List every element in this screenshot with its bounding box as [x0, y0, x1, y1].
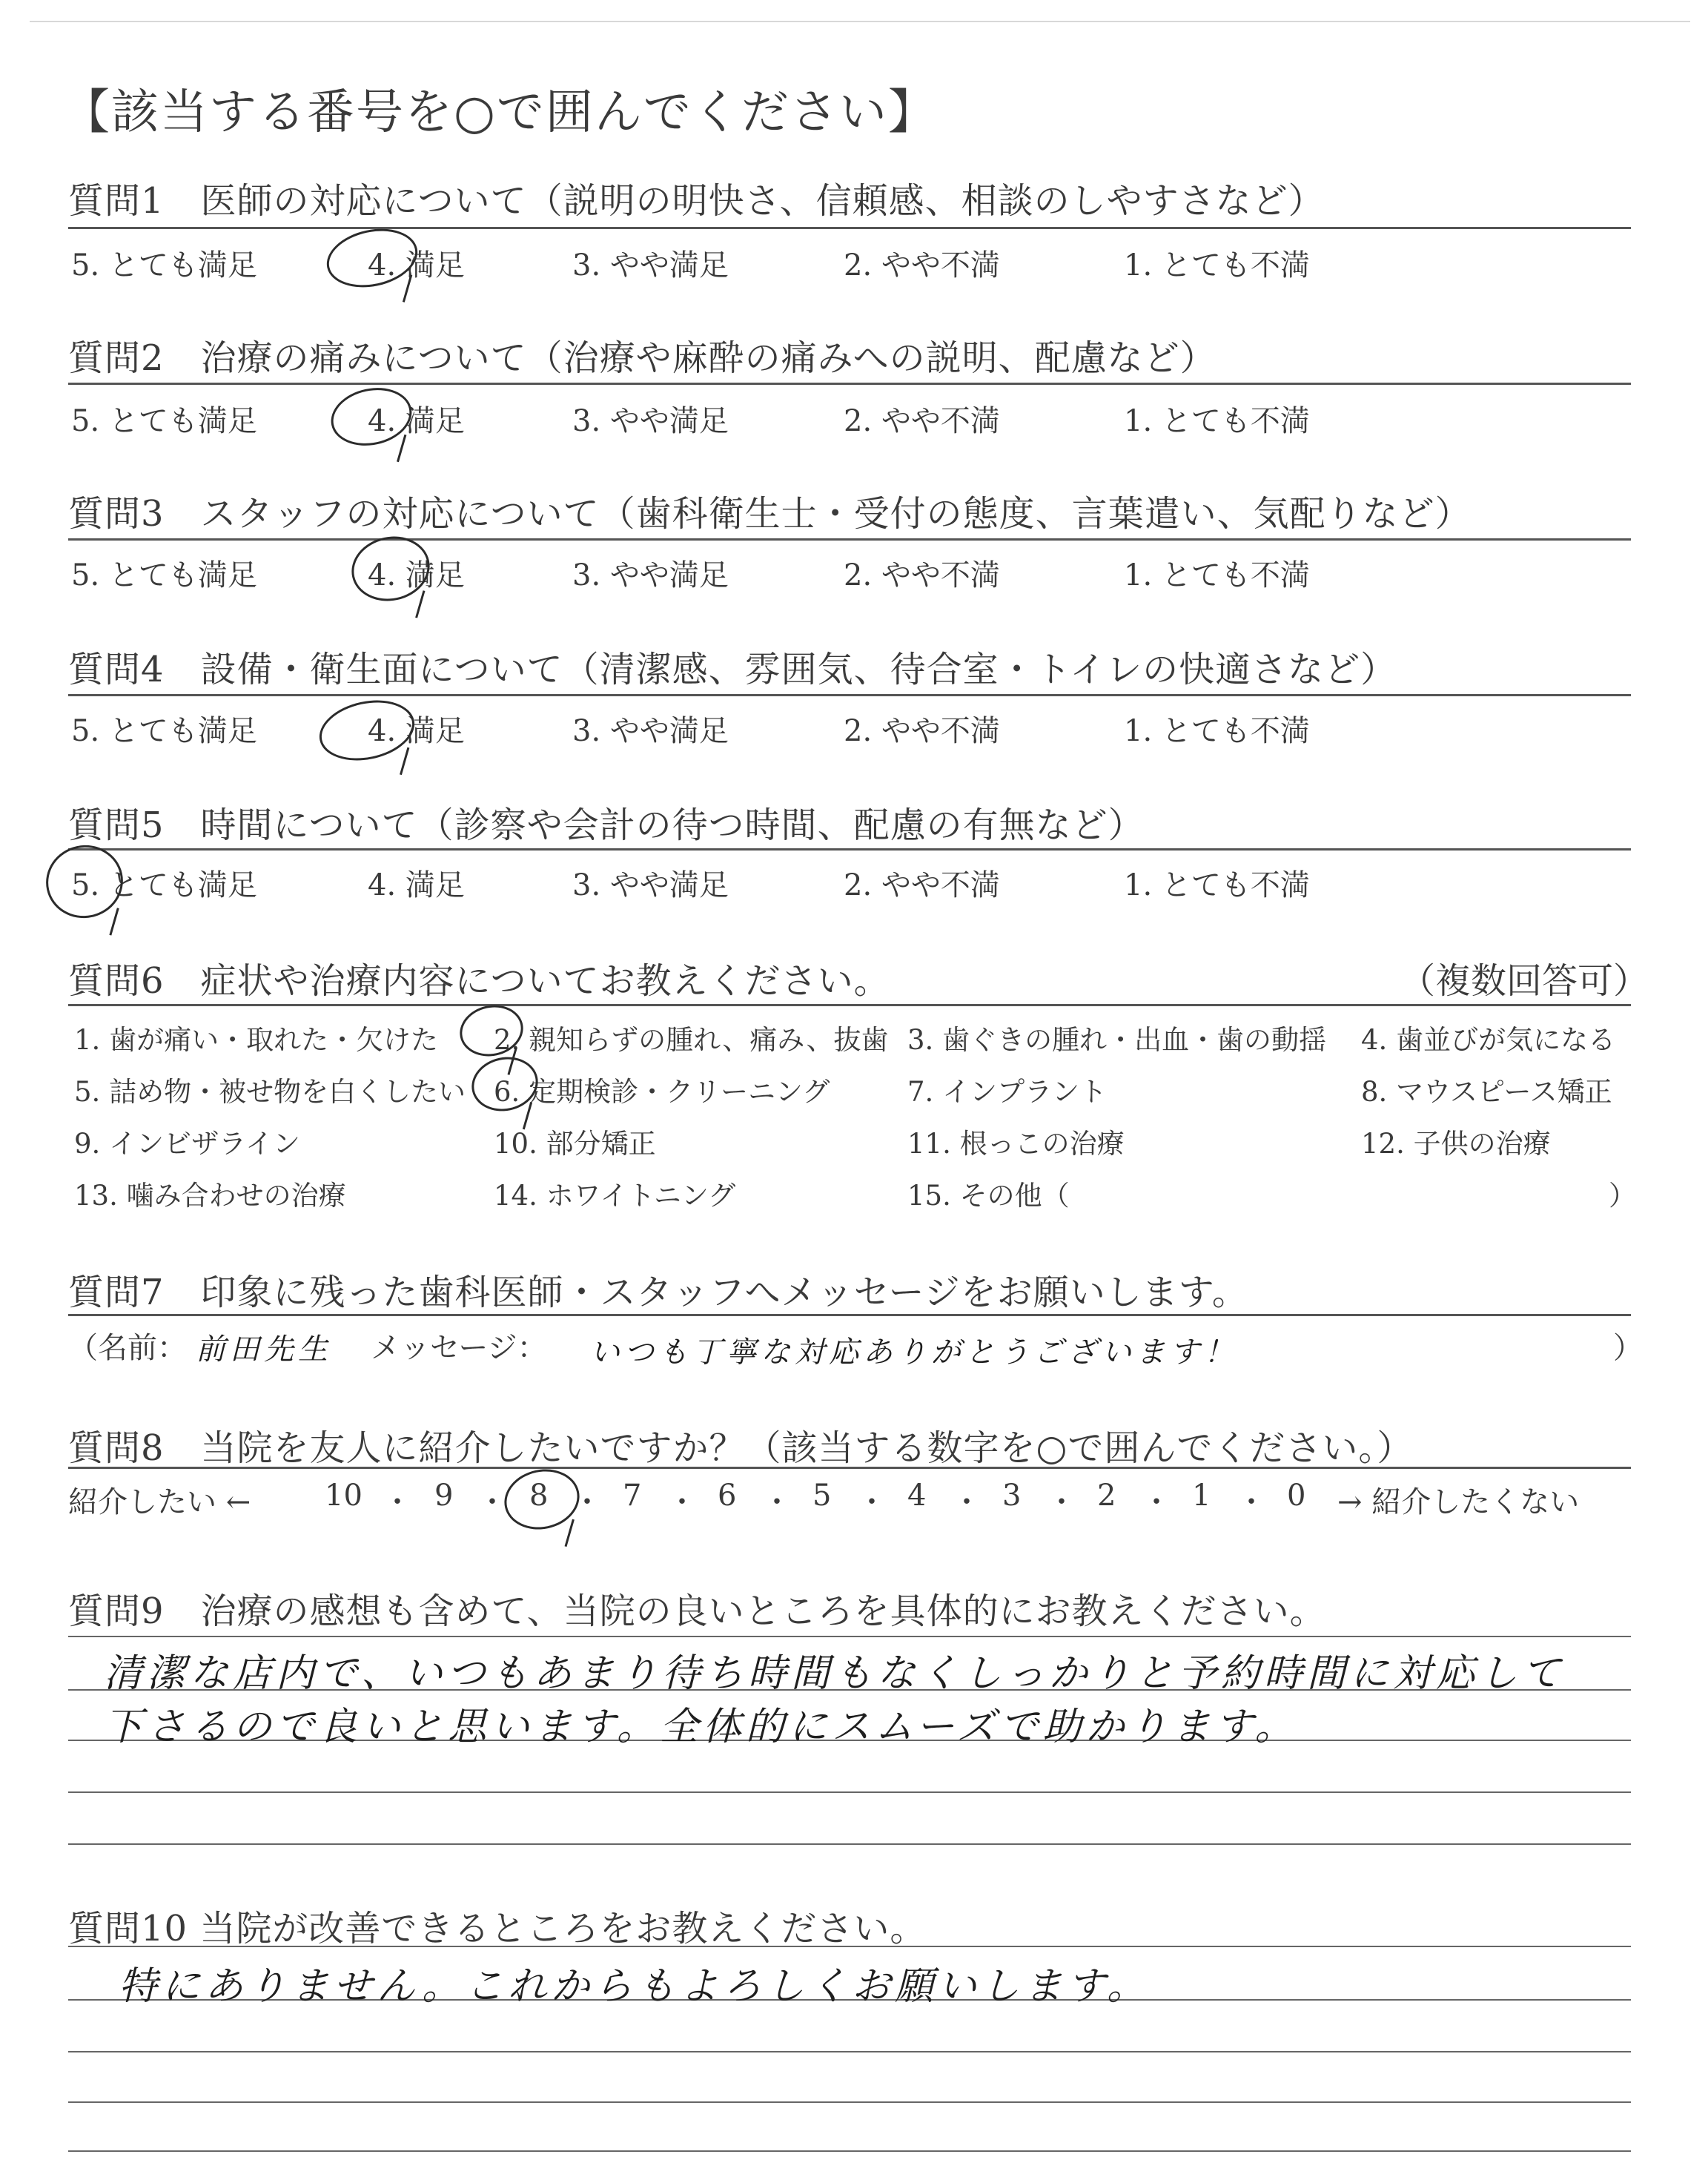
q5-option-4[interactable]: 4. 満足 — [368, 868, 465, 902]
q8-selection-circle — [499, 1462, 585, 1536]
q5-selection-circle — [39, 838, 130, 925]
q7-message-handwritten: いつも丁寧な対応ありがとうございます！ — [590, 1335, 1238, 1370]
q6-item-6[interactable]: 6. 定期検診・クリーニング — [494, 1076, 830, 1108]
q6-item-15-close: ） — [1609, 1180, 1636, 1212]
q8-dot: ・ — [572, 1485, 602, 1519]
q7-message-label: メッセージ： — [371, 1331, 547, 1365]
q2-title: 質問2 治療の痛みについて（治療や麻酔の痛みへの説明、配慮など） — [68, 337, 1217, 379]
q7-title: 質問7 印象に残った歯科医師・スタッフへメッセージをお願いします。 — [68, 1272, 1248, 1313]
q8-value-6[interactable]: 6 — [718, 1479, 737, 1513]
q8-value-4[interactable]: 4 — [907, 1479, 927, 1513]
q2-selection-circle — [325, 380, 417, 452]
q3-option-3[interactable]: 3. やや満足 — [572, 558, 729, 592]
q6-rule — [68, 1004, 1631, 1006]
q6-multiple-tag: （複数回答可） — [1399, 960, 1649, 1002]
q7-rule — [68, 1314, 1631, 1316]
q5-option-1[interactable]: 1. とても不満 — [1124, 868, 1310, 902]
q4-option-3[interactable]: 3. やや満足 — [572, 714, 729, 748]
q5-option-3[interactable]: 3. やや満足 — [572, 868, 729, 902]
q6-item-9[interactable]: 9. インビザライン — [74, 1128, 300, 1160]
q9-line-5 — [68, 1843, 1631, 1845]
q2-option-5[interactable]: 5. とても満足 — [71, 404, 257, 438]
q4-option-2[interactable]: 2. やや不満 — [844, 714, 1000, 748]
q10-line-1 — [68, 1946, 1631, 1947]
q8-value-8[interactable]: 8 — [529, 1479, 549, 1513]
q6-item-10[interactable]: 10. 部分矯正 — [494, 1128, 656, 1160]
q8-value-10[interactable]: 10 — [325, 1479, 363, 1513]
q2-option-1[interactable]: 1. とても不満 — [1124, 404, 1310, 438]
q6-item-7[interactable]: 7. インプラント — [907, 1076, 1108, 1108]
q8-dot: ・ — [762, 1485, 792, 1519]
q8-value-7[interactable]: 7 — [623, 1479, 642, 1513]
q6-item-4[interactable]: 4. 歯並びが気になる — [1361, 1024, 1616, 1056]
q4-option-1[interactable]: 1. とても不満 — [1124, 714, 1310, 748]
q7-name-handwritten: 前田先生 — [196, 1332, 332, 1367]
q8-dot: ・ — [477, 1485, 507, 1519]
q5-option-2[interactable]: 2. やや不満 — [844, 868, 1000, 902]
q2-option-4[interactable]: 4. 満足 — [368, 404, 465, 438]
q1-option-3[interactable]: 3. やや満足 — [572, 248, 729, 283]
q10-title: 質問10 当院が改善できるところをお教えください。 — [68, 1908, 927, 1949]
q8-value-0[interactable]: 0 — [1287, 1479, 1306, 1513]
q6-item-2[interactable]: 2. 親知らずの腫れ、痛み、抜歯 — [494, 1024, 889, 1056]
q8-dot: ・ — [857, 1485, 887, 1519]
q3-option-1[interactable]: 1. とても不満 — [1124, 558, 1310, 592]
q10-line-5 — [68, 2150, 1631, 2152]
q2-option-3[interactable]: 3. やや満足 — [572, 404, 729, 438]
q8-rule — [68, 1467, 1631, 1469]
q8-title: 質問8 当院を友人に紹介したいですか？（該当する数字を○で囲んでください。） — [68, 1427, 1414, 1469]
q8-value-3[interactable]: 3 — [1002, 1479, 1022, 1513]
q6-item-11[interactable]: 11. 根っこの治療 — [907, 1128, 1125, 1160]
q8-value-5[interactable]: 5 — [812, 1479, 832, 1513]
q4-title: 質問4 設備・衛生面について（清潔感、雰囲気、待合室・トイレの快適さなど） — [68, 649, 1397, 690]
q1-option-1[interactable]: 1. とても不満 — [1124, 248, 1310, 283]
q8-value-9[interactable]: 9 — [434, 1479, 454, 1513]
q6-item-8[interactable]: 8. マウスピース矯正 — [1361, 1076, 1612, 1108]
q1-option-5[interactable]: 5. とても満足 — [71, 248, 257, 283]
q8-left-label: 紹介したい ← — [68, 1485, 251, 1519]
q6-title: 質問6 症状や治療内容についてお教えください。 — [68, 960, 890, 1002]
q8-value-2[interactable]: 2 — [1097, 1479, 1116, 1513]
q8-dot: ・ — [952, 1485, 982, 1519]
form-header: 【該当する番号を○で囲んでください】 — [62, 85, 937, 140]
q3-title: 質問3 スタッフの対応について（歯科衛生士・受付の態度、言葉遣い、気配りなど） — [68, 493, 1472, 535]
q5-title: 質問5 時間について（診察や会計の待つ時間、配慮の有無など） — [68, 805, 1145, 846]
q6-item-15[interactable]: 15. その他（ — [907, 1180, 1070, 1212]
q3-option-4[interactable]: 4. 満足 — [368, 558, 465, 592]
q3-option-5[interactable]: 5. とても満足 — [71, 558, 257, 592]
q6-item-3[interactable]: 3. 歯ぐきの腫れ・出血・歯の動揺 — [907, 1024, 1327, 1056]
q8-value-1[interactable]: 1 — [1192, 1479, 1211, 1513]
q7-name-label: （名前： — [68, 1331, 187, 1365]
q5-rule — [68, 848, 1631, 851]
q8-dot: ・ — [1142, 1485, 1171, 1519]
q6-item-5[interactable]: 5. 詰め物・被せ物を白くしたい — [74, 1076, 466, 1108]
q10-answer: 特にありません。これからもよろしくお願いします。 — [119, 1964, 1150, 2009]
q3-rule — [68, 538, 1631, 541]
q9-title: 質問9 治療の感想も含めて、当院の良いところを具体的にお教えください。 — [68, 1591, 1326, 1632]
top-edge-line — [30, 21, 1690, 22]
q6-item-13[interactable]: 13. 噛み合わせの治療 — [74, 1180, 346, 1212]
q10-line-3 — [68, 2051, 1631, 2052]
q1-rule — [68, 227, 1631, 229]
q9-line-4 — [68, 1791, 1631, 1793]
q8-right-label: → 紹介したくない — [1337, 1485, 1580, 1519]
q8-dot: ・ — [667, 1485, 697, 1519]
q7-close-paren: ） — [1613, 1331, 1643, 1365]
q6-item-14[interactable]: 14. ホワイトニング — [494, 1180, 736, 1212]
q4-selection-circle — [314, 692, 420, 768]
q1-option-4[interactable]: 4. 満足 — [368, 248, 465, 283]
q9-line-1 — [68, 1636, 1631, 1637]
q8-dot: ・ — [383, 1485, 412, 1519]
q9-answer-line-2: 下さるので良いと思います。全体的にスムーズで助かります。 — [104, 1705, 1298, 1749]
q2-option-2[interactable]: 2. やや不満 — [844, 404, 1000, 438]
q6-item-1[interactable]: 1. 歯が痛い・取れた・欠けた — [74, 1024, 439, 1056]
q1-selection-circle — [321, 221, 423, 295]
q3-selection-circle — [345, 529, 436, 608]
q9-answer-line-1: 清潔な店内で、いつもあまり待ち時間もなくしっかりと予約時間に対応して — [104, 1651, 1565, 1696]
q8-dot: ・ — [1047, 1485, 1076, 1519]
q6-item-12[interactable]: 12. 子供の治療 — [1361, 1128, 1551, 1160]
q4-option-4[interactable]: 4. 満足 — [368, 714, 465, 748]
q4-option-5[interactable]: 5. とても満足 — [71, 714, 257, 748]
q3-option-2[interactable]: 2. やや不満 — [844, 558, 1000, 592]
q1-title: 質問1 医師の対応について（説明の明快さ、信頼感、相談のしやすさなど） — [68, 180, 1325, 222]
q4-rule — [68, 694, 1631, 696]
q10-line-4 — [68, 2101, 1631, 2103]
q5-option-5[interactable]: 5. とても満足 — [71, 868, 257, 902]
q8-dot: ・ — [1237, 1485, 1266, 1519]
q1-option-2[interactable]: 2. やや不満 — [844, 248, 1000, 283]
q2-rule — [68, 383, 1631, 385]
